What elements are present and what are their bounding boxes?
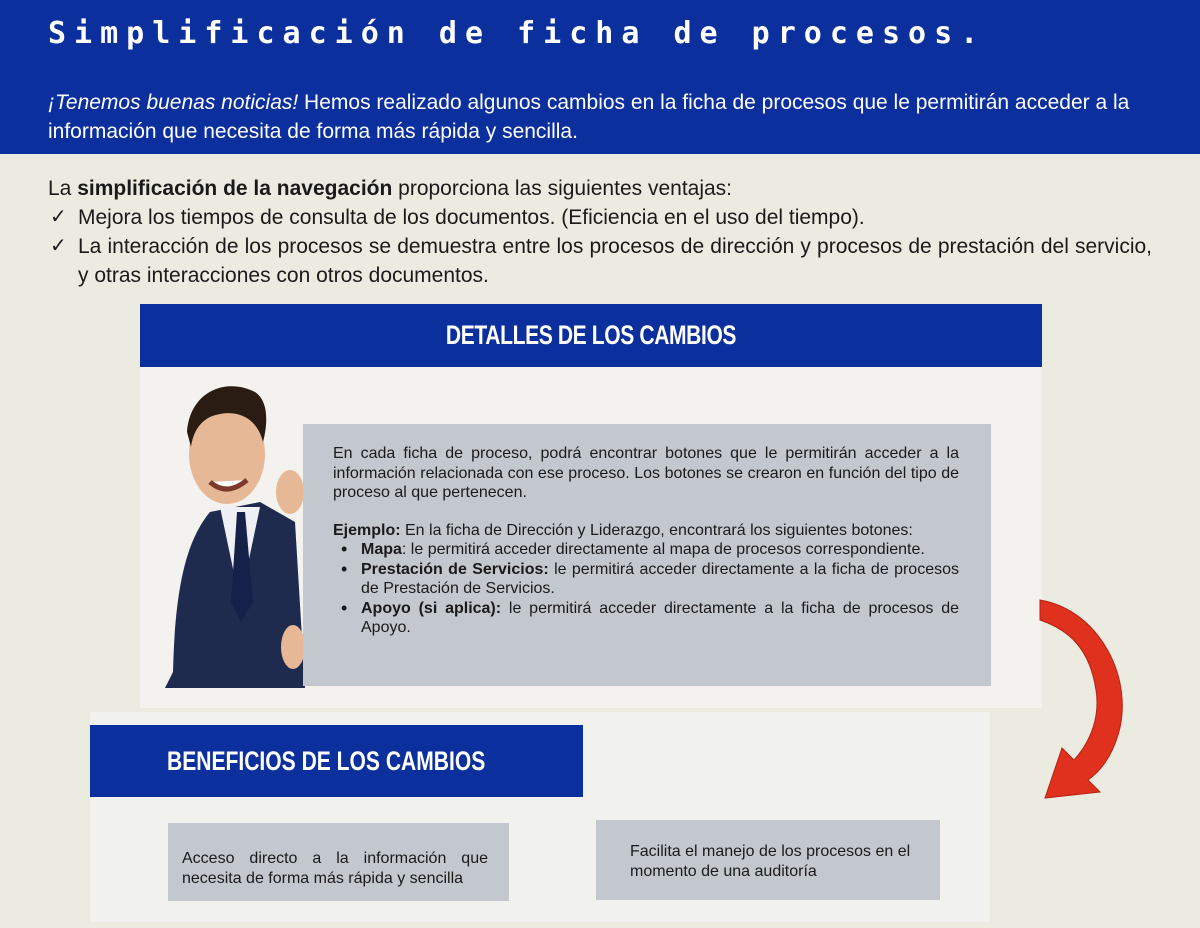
intro-emphasis: ¡Tenemos buenas noticias! bbox=[48, 91, 299, 114]
intro-rest: Hemos realizado algunos cambios en la ficha de procesos que le permitirán acceder a la información que necesita de forma más rápida y sencilla. bbox=[48, 91, 1130, 143]
button-desc: : le permitirá acceder directamente al mapa de procesos correspondiente. bbox=[401, 541, 925, 558]
checkmark-icon: ✓ bbox=[50, 235, 67, 257]
benefit-card bbox=[168, 823, 509, 901]
button-name: Prestación de Servicios: bbox=[361, 560, 549, 578]
benefit-text: Facilita el manejo de los procesos en el momento de una auditoría bbox=[630, 843, 911, 880]
advantages-lead-bold: simplificación de la navegación bbox=[77, 177, 393, 200]
advantage-text: La interacción de los procesos se demuestra entre los procesos de dirección y procesos de prestación del servicio, y otras interacciones con otros documentos. bbox=[78, 235, 1152, 287]
button-desc: le permitirá acceder directamente a la ficha de procesos de Prestación de Servicios. bbox=[361, 560, 960, 597]
details-card bbox=[303, 424, 991, 686]
button-desc: le permitirá acceder directamente a la ficha de procesos de Apoyo. bbox=[361, 599, 959, 636]
advantages-lead-prefix: La bbox=[48, 177, 78, 200]
example-line bbox=[333, 521, 959, 541]
details-heading-text: DETALLES DE LOS CAMBIOS bbox=[445, 320, 737, 350]
advantages-lead bbox=[48, 174, 1152, 203]
button-name: Mapa bbox=[361, 541, 402, 558]
button-list-item bbox=[361, 560, 959, 599]
button-name: Apoyo (si aplica): bbox=[361, 599, 502, 617]
advantage-text: Mejora los tiempos de consulta de los documentos. (Eficiencia en el uso del tiempo). bbox=[78, 206, 865, 229]
businessman-illustration bbox=[165, 372, 305, 688]
checkmark-icon: ✓ bbox=[50, 206, 67, 228]
example-text: En la ficha de Dirección y Liderazgo, encontrará los siguientes botones: bbox=[400, 521, 913, 539]
button-list-item bbox=[361, 540, 959, 560]
button-list-item bbox=[361, 599, 959, 638]
button-list bbox=[333, 540, 959, 638]
benefit-text: Acceso directo a la información que necesita de forma más rápida y sencilla bbox=[182, 850, 488, 887]
advantage-item bbox=[48, 203, 1152, 232]
benefit-card bbox=[596, 820, 940, 900]
hand-bottom-shape bbox=[281, 625, 305, 669]
details-paragraph: En cada ficha de proceso, podrá encontrar botones que le permitirán acceder a la información relacionada con ese proceso. Los botones se crearon en función del tipo de proceso al que pertenecen. bbox=[333, 445, 959, 501]
hand-top-shape bbox=[276, 470, 304, 514]
arrow-shape bbox=[1040, 600, 1122, 798]
intro-text bbox=[48, 88, 1163, 146]
curved-arrow-icon bbox=[1030, 570, 1140, 810]
advantages-lead-suffix: proporciona las siguientes ventajas: bbox=[392, 177, 733, 200]
details-heading bbox=[140, 304, 1042, 367]
page-title: Simplificación de ficha de procesos. bbox=[48, 16, 987, 51]
top-banner bbox=[0, 0, 1200, 154]
benefits-heading bbox=[90, 725, 583, 797]
benefits-heading-text: BENEFICIOS DE LOS CAMBIOS bbox=[167, 745, 486, 776]
advantages-section bbox=[48, 174, 1152, 290]
advantages-list bbox=[48, 203, 1152, 290]
details-body bbox=[333, 444, 959, 638]
advantage-item bbox=[48, 232, 1152, 290]
example-label: Ejemplo: bbox=[333, 521, 401, 539]
